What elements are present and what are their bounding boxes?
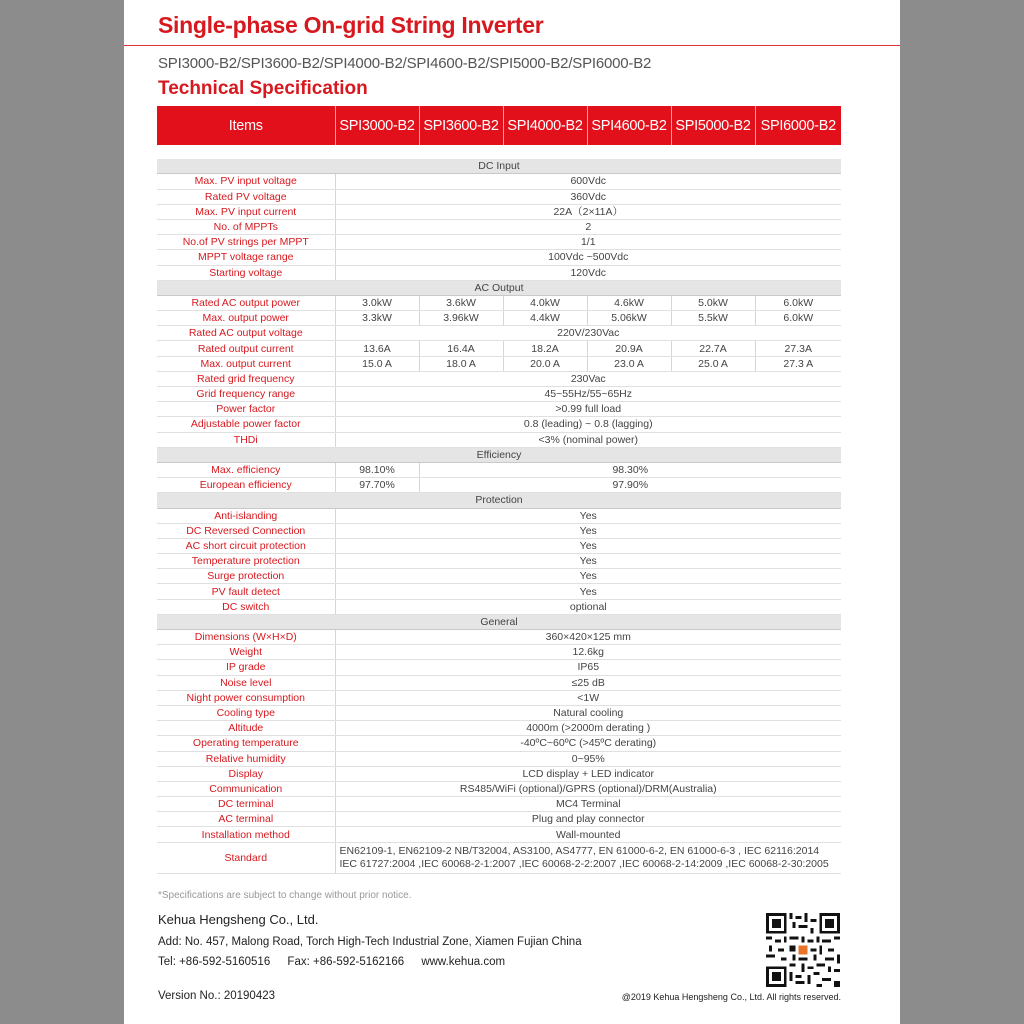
- row-value: -40ºC~60ºC (>45ºC derating): [335, 736, 841, 751]
- qr-code-icon: [766, 913, 840, 987]
- section-ac-output: AC Output: [157, 280, 841, 295]
- standard-line: EN62109-1, EN62109-2 NB/T32004, AS3100, AS4777, EN 61000-6-2, EN 61000-6-3 , IEC 62116:2014: [339, 844, 820, 857]
- row-label: Altitude: [157, 721, 335, 736]
- row-value: MC4 Terminal: [335, 797, 841, 812]
- row-value: Yes: [335, 569, 841, 584]
- row-label: MPPT voltage range: [157, 250, 335, 265]
- row-value: optional: [335, 599, 841, 614]
- row-value: <3% (nominal power): [335, 432, 841, 447]
- row-label: No.of PV strings per MPPT: [157, 235, 335, 250]
- row-label: Display: [157, 766, 335, 781]
- row-value: 1/1: [335, 235, 841, 250]
- table-row: [157, 204, 841, 219]
- page-title: Single-phase On-grid String Inverter: [158, 12, 544, 38]
- row-value: Wall-mounted: [335, 827, 841, 842]
- row-value: Yes: [335, 554, 841, 569]
- row-label: Max. output current: [157, 356, 335, 371]
- standard-line: IEC 61727:2004 ,IEC 60068-2-1:2007 ,IEC 60068-2-2:2007 ,IEC 60068-2-14:2009 ,IEC 60068-2-30:2005: [339, 857, 829, 870]
- row-value: 2: [335, 219, 841, 234]
- table-row: [157, 219, 841, 234]
- row-label: Installation method: [157, 827, 335, 842]
- table-row: [157, 478, 841, 493]
- section-efficiency: Efficiency: [157, 447, 841, 462]
- row-label: Noise level: [157, 675, 335, 690]
- header-model: SPI5000-B2: [671, 106, 755, 145]
- table-row: [157, 523, 841, 538]
- table-row: [157, 705, 841, 720]
- table-row: [157, 387, 841, 402]
- company-address: Add: No. 457, Malong Road, Torch High-Tech Industrial Zone, Xiamen Fujian China: [158, 936, 582, 948]
- row-label: Night power consumption: [157, 690, 335, 705]
- row-value: [335, 842, 841, 873]
- table-row: [157, 250, 841, 265]
- row-value: 5.0kW: [671, 295, 755, 310]
- row-value: 6.0kW: [755, 295, 841, 310]
- copyright: @2019 Kehua Hengsheng Co., Ltd. All rights reserved.: [621, 992, 841, 1002]
- row-label: Cooling type: [157, 705, 335, 720]
- company-name: Kehua Hengsheng Co., Ltd.: [158, 912, 319, 927]
- table-row: [157, 766, 841, 781]
- row-value: 6.0kW: [755, 311, 841, 326]
- table-row: [157, 326, 841, 341]
- website-link[interactable]: www.kehua.com: [421, 956, 506, 968]
- row-value: 18.0 A: [419, 356, 503, 371]
- row-label: Temperature protection: [157, 554, 335, 569]
- row-value: 22A（2×11A）: [335, 204, 841, 219]
- row-value: 12.6kg: [335, 645, 841, 660]
- table-row: [157, 432, 841, 447]
- row-label: Starting voltage: [157, 265, 335, 280]
- table-row: [157, 736, 841, 751]
- row-label: Adjustable power factor: [157, 417, 335, 432]
- row-label: Relative humidity: [157, 751, 335, 766]
- row-value: 600Vdc: [335, 174, 841, 189]
- row-value: 4000m (>2000m derating ): [335, 721, 841, 736]
- table-row: [157, 660, 841, 675]
- table-row: [157, 554, 841, 569]
- row-value: 13.6A: [335, 341, 419, 356]
- table-row: [157, 812, 841, 827]
- row-label: Rated AC output power: [157, 295, 335, 310]
- row-label: Max. PV input voltage: [157, 174, 335, 189]
- row-value: 20.9A: [587, 341, 671, 356]
- row-value: IP65: [335, 660, 841, 675]
- table-row: [157, 630, 841, 645]
- row-label: PV fault detect: [157, 584, 335, 599]
- row-label: Weight: [157, 645, 335, 660]
- row-label: IP grade: [157, 660, 335, 675]
- section-title: Technical Specification: [158, 78, 368, 99]
- section-dc-input: DC Input: [157, 159, 841, 174]
- header-model: SPI3600-B2: [419, 106, 503, 145]
- row-label: Max. PV input current: [157, 204, 335, 219]
- table-row: [157, 584, 841, 599]
- row-value: 5.06kW: [587, 311, 671, 326]
- row-value: LCD display + LED indicator: [335, 766, 841, 781]
- row-value: 97.70%: [335, 478, 419, 493]
- row-value: 3.6kW: [419, 295, 503, 310]
- table-header-row: [157, 106, 841, 145]
- row-label: Operating temperature: [157, 736, 335, 751]
- table-row: [157, 645, 841, 660]
- row-value: 22.7A: [671, 341, 755, 356]
- table-row: [157, 797, 841, 812]
- row-value: 23.0 A: [587, 356, 671, 371]
- table-row: [157, 508, 841, 523]
- row-value: 98.10%: [335, 462, 419, 477]
- table-row: [157, 265, 841, 280]
- model-list: SPI3000-B2/SPI3600-B2/SPI4000-B2/SPI4600-B2/SPI5000-B2/SPI6000-B2: [158, 55, 652, 72]
- row-value: ≤25 dB: [335, 675, 841, 690]
- row-value: 220V/230Vac: [335, 326, 841, 341]
- table-row: [157, 538, 841, 553]
- table-row: [157, 781, 841, 796]
- row-value: 360Vdc: [335, 189, 841, 204]
- table-row: [157, 675, 841, 690]
- table-row: [157, 751, 841, 766]
- row-label: Standard: [157, 842, 335, 873]
- table-row: [157, 295, 841, 310]
- row-label: Anti-islanding: [157, 508, 335, 523]
- table-row: [157, 599, 841, 614]
- row-value: <1W: [335, 690, 841, 705]
- row-label: AC terminal: [157, 812, 335, 827]
- row-value: Plug and play connector: [335, 812, 841, 827]
- row-value: 25.0 A: [671, 356, 755, 371]
- row-label: Rated PV voltage: [157, 189, 335, 204]
- table-row: [157, 235, 841, 250]
- table-row: [157, 721, 841, 736]
- row-label: Rated grid frequency: [157, 371, 335, 386]
- row-label: Max. output power: [157, 311, 335, 326]
- table-row: [157, 189, 841, 204]
- row-label: European efficiency: [157, 478, 335, 493]
- row-label: DC terminal: [157, 797, 335, 812]
- row-label: Rated output current: [157, 341, 335, 356]
- row-value: 230Vac: [335, 371, 841, 386]
- row-value: Yes: [335, 538, 841, 553]
- row-value: 15.0 A: [335, 356, 419, 371]
- datasheet-page: [124, 0, 900, 1024]
- row-value: Natural cooling: [335, 705, 841, 720]
- section-protection: Protection: [157, 493, 841, 508]
- row-label: Max. efficiency: [157, 462, 335, 477]
- row-value: Yes: [335, 523, 841, 538]
- row-value: 0~95%: [335, 751, 841, 766]
- row-label: AC short circuit protection: [157, 538, 335, 553]
- row-value: RS485/WiFi (optional)/GPRS (optional)/DRM(Australia): [335, 781, 841, 796]
- row-value: Yes: [335, 508, 841, 523]
- section-general: General: [157, 614, 841, 629]
- row-value: 98.30%: [419, 462, 841, 477]
- row-value: 360×420×125 mm: [335, 630, 841, 645]
- row-value: 4.4kW: [503, 311, 587, 326]
- row-value: 4.6kW: [587, 295, 671, 310]
- row-label: Communication: [157, 781, 335, 796]
- row-value: 45~55Hz/55~65Hz: [335, 387, 841, 402]
- table-row: [157, 174, 841, 189]
- table-row: [157, 402, 841, 417]
- row-value: 18.2A: [503, 341, 587, 356]
- table-row: [157, 827, 841, 842]
- row-value: 0.8 (leading) ~ 0.8 (lagging): [335, 417, 841, 432]
- disclaimer-note: *Specifications are subject to change without prior notice.: [158, 890, 412, 901]
- table-row: [157, 690, 841, 705]
- row-value: 27.3A: [755, 341, 841, 356]
- row-value: 97.90%: [419, 478, 841, 493]
- table-row: [157, 341, 841, 356]
- table-row: [157, 356, 841, 371]
- header-model: SPI4000-B2: [503, 106, 587, 145]
- row-label: DC switch: [157, 599, 335, 614]
- table-row: [157, 462, 841, 477]
- row-value: 20.0 A: [503, 356, 587, 371]
- fax: Fax: +86-592-5162166: [287, 956, 405, 968]
- row-value: 3.96kW: [419, 311, 503, 326]
- table-row: [157, 311, 841, 326]
- row-label: Rated AC output voltage: [157, 326, 335, 341]
- row-value: 120Vdc: [335, 265, 841, 280]
- row-label: DC Reversed Connection: [157, 523, 335, 538]
- row-value: 4.0kW: [503, 295, 587, 310]
- contact-line: [158, 956, 519, 968]
- row-value: Yes: [335, 584, 841, 599]
- row-label: THDi: [157, 432, 335, 447]
- version-number: Version No.: 20190423: [158, 990, 276, 1002]
- row-label: No. of MPPTs: [157, 219, 335, 234]
- row-value: 27.3 A: [755, 356, 841, 371]
- row-value: >0.99 full load: [335, 402, 841, 417]
- header-model: SPI3000-B2: [335, 106, 419, 145]
- table-row: [157, 569, 841, 584]
- telephone: Tel: +86-592-5160516: [158, 956, 271, 968]
- table-row: [157, 371, 841, 386]
- table-row-standard: [157, 842, 841, 873]
- header-model: SPI6000-B2: [755, 106, 841, 145]
- table-row: [157, 417, 841, 432]
- row-label: Surge protection: [157, 569, 335, 584]
- row-value: 5.5kW: [671, 311, 755, 326]
- header-items: Items: [157, 106, 335, 145]
- row-value: 16.4A: [419, 341, 503, 356]
- row-value: 3.3kW: [335, 311, 419, 326]
- spec-table: [157, 106, 841, 874]
- row-value: 3.0kW: [335, 295, 419, 310]
- row-value: 100Vdc ~500Vdc: [335, 250, 841, 265]
- title-divider: [124, 45, 900, 46]
- row-label: Grid frequency range: [157, 387, 335, 402]
- row-label: Power factor: [157, 402, 335, 417]
- header-model: SPI4600-B2: [587, 106, 671, 145]
- row-label: Dimensions (W×H×D): [157, 630, 335, 645]
